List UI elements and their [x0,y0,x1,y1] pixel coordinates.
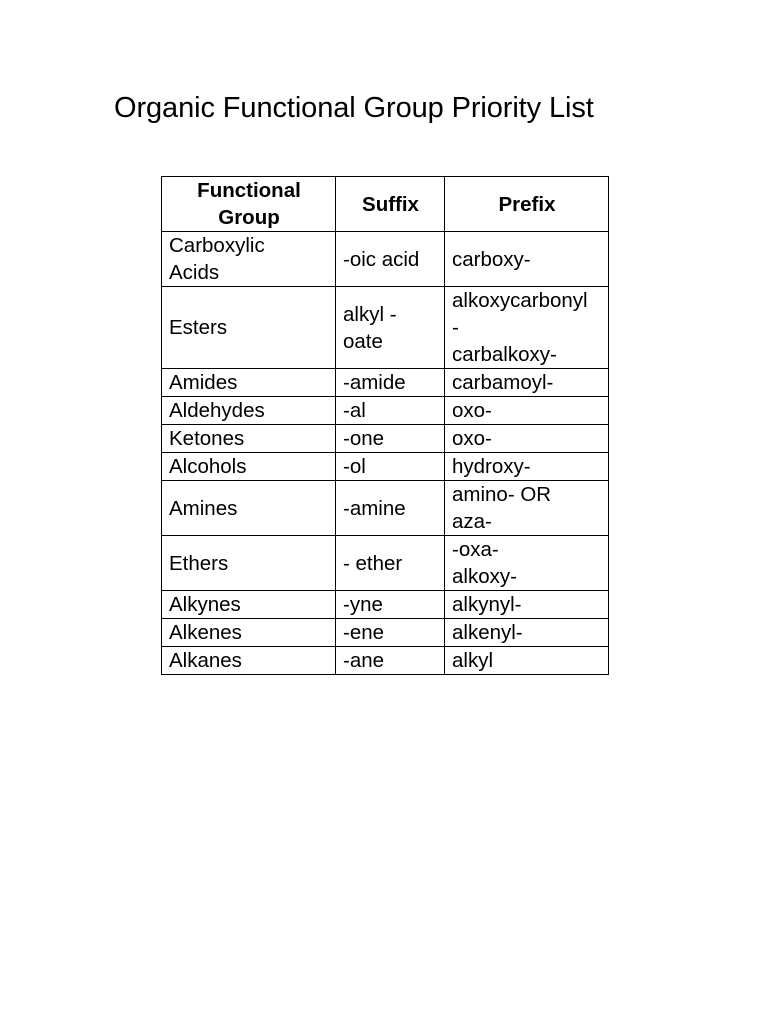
group-cell-line: Alkynes [169,593,241,616]
prefix-cell-line: carbamoyl- [452,371,554,394]
prefix-cell-line: - [452,316,459,339]
group-cell [162,397,336,425]
table-row [162,591,609,619]
prefix-cell [445,287,609,369]
suffix-cell [336,425,445,453]
functional-group-table [161,176,609,675]
suffix-cell-line: -ol [343,455,366,478]
suffix-cell-line: -yne [343,593,383,616]
table-row [162,619,609,647]
table-row [162,536,609,591]
group-cell-line: Acids [169,261,220,284]
table-row [162,453,609,481]
prefix-cell-line: oxo- [452,399,492,422]
prefix-cell [445,619,609,647]
prefix-cell-line: carboxy- [452,247,531,271]
prefix-cell [445,647,609,675]
prefix-cell-line: oxo- [452,427,492,450]
group-cell [162,453,336,481]
prefix-cell [445,425,609,453]
suffix-cell [336,481,445,536]
suffix-cell-line: -amine [343,496,406,520]
group-cell-line: Aldehydes [169,399,265,422]
suffix-cell [336,453,445,481]
table-header-row [162,177,609,232]
suffix-cell-line: -one [343,427,385,450]
group-cell [162,369,336,397]
prefix-cell [445,369,609,397]
group-cell [162,481,336,536]
group-cell-line: Alkenes [169,621,242,644]
document-title: Organic Functional Group Priority List [114,92,594,124]
table-row [162,287,609,369]
table-row [162,232,609,287]
suffix-cell-line: -ane [343,649,385,672]
suffix-cell [336,591,445,619]
group-cell-line: Carboxylic [169,234,265,257]
prefix-cell-line: alkoxycarbonyl [452,289,588,312]
group-cell [162,536,336,591]
table-row [162,481,609,536]
prefix-cell-line: aza- [452,510,492,533]
suffix-cell-line: -amide [343,371,406,394]
prefix-cell-line: alkynyl- [452,593,522,616]
prefix-cell [445,591,609,619]
suffix-cell [336,232,445,287]
prefix-cell [445,536,609,591]
header-functional-group-line: Functional [197,179,301,202]
header-functional-group [162,177,336,232]
group-cell-line: Amides [169,371,238,394]
header-prefix: Prefix [445,177,609,232]
table-body [162,232,609,675]
table-row [162,369,609,397]
prefix-cell-line: alkenyl- [452,621,523,644]
table-row [162,397,609,425]
suffix-cell [336,619,445,647]
prefix-cell [445,397,609,425]
group-cell [162,287,336,369]
group-cell-line: Esters [169,316,228,339]
prefix-cell-line: alkoxy- [452,565,517,588]
prefix-cell [445,232,609,287]
group-cell [162,591,336,619]
prefix-cell-line: -oxa- [452,538,499,561]
table-row [162,647,609,675]
suffix-cell-line: alkyl - [343,302,397,326]
group-cell-line: Alcohols [169,455,247,478]
suffix-cell-line: -ene [343,621,385,644]
suffix-cell-line: -al [343,399,366,422]
prefix-cell [445,481,609,536]
group-cell-line: Ethers [169,551,229,575]
prefix-cell-line: alkyl [452,649,494,672]
group-cell-line: Alkanes [169,649,242,672]
group-cell [162,647,336,675]
prefix-cell [445,453,609,481]
group-cell-line: Ketones [169,427,245,450]
suffix-cell [336,647,445,675]
suffix-cell-line: -oic acid [343,247,420,271]
suffix-cell [336,287,445,369]
prefix-cell-line: carbalkoxy- [452,343,557,366]
header-suffix: Suffix [336,177,445,232]
suffix-cell-line: - ether [343,551,403,575]
table-row [162,425,609,453]
group-cell [162,232,336,287]
suffix-cell [336,397,445,425]
suffix-cell [336,536,445,591]
group-cell [162,619,336,647]
group-cell-line: Amines [169,496,238,520]
suffix-cell-line: oate [343,329,383,353]
prefix-cell-line: amino- OR [452,483,552,506]
suffix-cell [336,369,445,397]
prefix-cell-line: hydroxy- [452,455,531,478]
group-cell [162,425,336,453]
header-functional-group-line: Group [218,206,280,229]
